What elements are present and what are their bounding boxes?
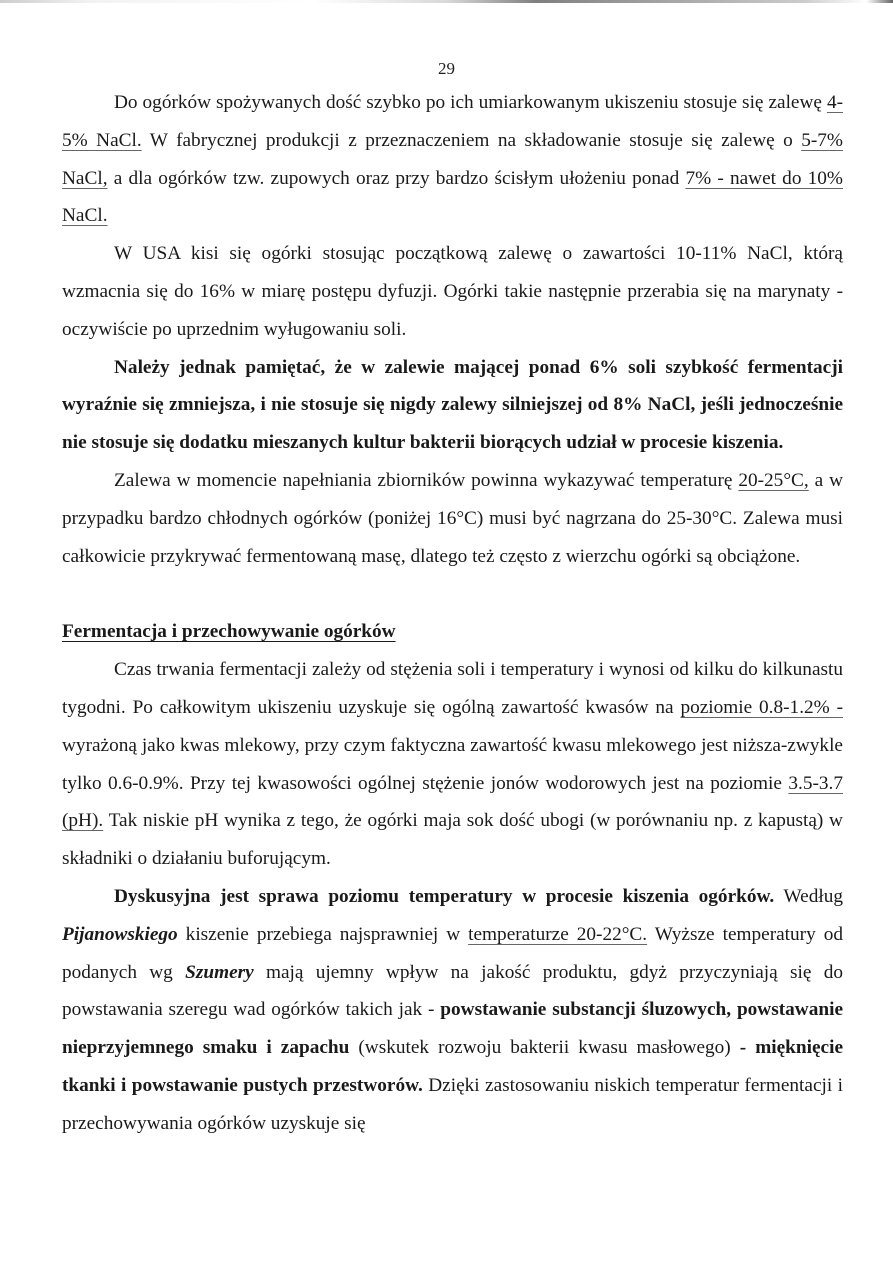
author-name: Szumery [185, 961, 254, 983]
underlined-value: poziomie 0.8-1.2% - [680, 696, 843, 718]
paragraph-usa-method: W USA kisi się ogórki stosując początkową zalewę o zawartości 10-11% NaCl, którą wzmacnia się do 16% w miarę postępu dyfuzji. Ogórki takie następnie przerabia się na marynaty - oczywiście po uprzednim wyługowaniu soli. [62, 243, 843, 340]
paragraph-brine-temperature: Zalewa w momencie napełniania zbiorników powinna wykazywać temperaturę 20-25°C, a w przypadku bardzo chłodnych ogórków (poniżej 16°C) musi być nagrzana do 25-30°C. Zalewa musi całkowicie przykrywać fermentowaną masę, dlatego też często z wierzchu ogórki są obciążone. [62, 469, 844, 567]
scan-edge-artifact [0, 0, 893, 3]
underlined-value: temperaturze 20-22°C. [468, 923, 648, 945]
underlined-value: 7% - nawet do 10% NaCl. [62, 167, 843, 227]
page-number: 29 [438, 59, 455, 78]
paragraph-fermentation-time: Czas trwania fermentacji zależy od stężenia soli i temperatury i wynosi od kilku do kilkunastu tygodni. Po całkowitym ukiszeniu uzyskuje się ogólną zawartość kwasów na poziomie 0.8-1.2% - wyrażoną jako kwas mlekowy, przy czym faktyczna zawartość kwasu mlekowego jest niższa-zwykle tylko 0.6-0.9%. Przy tej kwasowości ogólnej stężenie jonów wodorowych jest na poziomie 3.5-3.7 (pH). Tak niskie pH wynika z tego, że ogórki maja sok dość ubogi (w porównaniu np. z kapustą) w składniki o działaniu buforującym. [62, 659, 843, 870]
underlined-value: 5-7% NaCl, [62, 129, 843, 189]
paragraph-brine-concentration: Do ogórków spożywanych dość szybko po ich umiarkowanym ukiszeniu stosuje się zalewę 4-5% NaCl. W fabrycznej produkcji z przeznaczeniem na składowanie stosuje się zalewę o 5-7% NaCl, a dla ogórków tzw. zupowych oraz przy bardzo ścisłym ułożeniu ponad 7% - nawet do 10% NaCl. [62, 92, 843, 227]
underlined-value: 20-25°C, [738, 469, 809, 491]
document-body [62, 84, 843, 1143]
spacer [62, 575, 843, 613]
underlined-value: 4-5% NaCl. [62, 92, 843, 151]
paragraph-temperature-debate: Dyskusyjna jest sprawa poziomu temperatury w procesie kiszenia ogórków. Według Pijanowskiego kiszenie przebiega najsprawniej w temperaturze 20-22°C. Wyższe temperatury od podanych wg Szumery mają ujemny wpływ na jakość produktu, gdyż przyczyniają się do powstawania szeregu wad ogórków takich jak - powstawanie substancji śluzowych, powstawanie nieprzyjemnego smaku i zapachu (wskutek rozwoju bakterii kwasu masłowego) - mięknięcie tkanki i powstawanie pustych przestworów. Dzięki zastosowaniu niskich temperatur fermentacji i przechowywania ogórków uzyskuje się [62, 885, 844, 1134]
underlined-value: 3.5-3.7 (pH). [62, 772, 843, 832]
section-heading: Fermentacja i przechowywanie ogórków [62, 621, 396, 643]
paragraph-salt-warning: Należy jednak pamiętać, że w zalewie mającej ponad 6% soli szybkość fermentacji wyraźnie się zmniejsza, i nie stosuje się nigdy zalewy silniejszej od 8% NaCl, jeśli jednocześnie nie stosuje się dodatku mieszanych kultur bakterii biorących udział w procesie kiszenia. [62, 356, 843, 454]
author-name: Pijanowskiego [62, 923, 178, 945]
